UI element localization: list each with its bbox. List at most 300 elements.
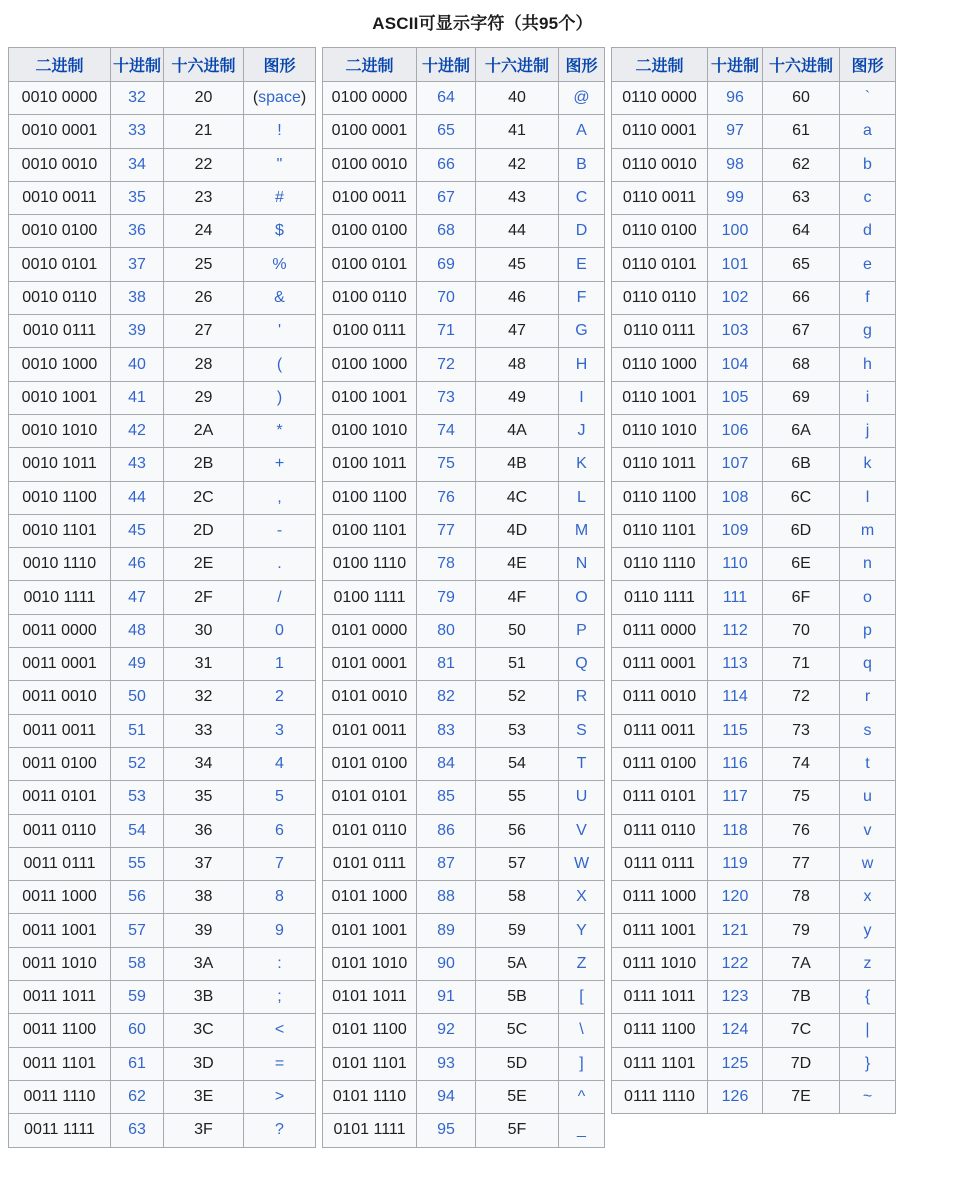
decimal-link[interactable]: 73 [437, 388, 455, 406]
glyph-link[interactable]: O [575, 588, 588, 606]
column-header-hex-link[interactable]: 十六进制 [171, 58, 236, 75]
decimal-link[interactable]: 65 [437, 122, 455, 140]
column-header-glyph-link[interactable]: 图形 [263, 58, 296, 75]
hex-cell: 5C [476, 1014, 559, 1047]
glyph-link[interactable]: X [576, 888, 587, 906]
decimal-link[interactable]: 48 [128, 621, 146, 639]
decimal-link[interactable]: 51 [128, 721, 146, 739]
hex-cell: 42 [476, 148, 559, 181]
glyph-link[interactable]: @ [573, 89, 590, 107]
decimal-cell [111, 381, 164, 414]
decimal-link[interactable]: 96 [726, 89, 744, 107]
decimal-link[interactable]: 97 [726, 122, 744, 140]
decimal-link[interactable]: 52 [128, 755, 146, 773]
glyph-link[interactable]: Z [576, 954, 587, 972]
glyph-link[interactable]: { [864, 988, 871, 1006]
table-row [612, 514, 896, 547]
glyph-link[interactable]: ~ [862, 1088, 873, 1106]
glyph-link[interactable]: # [275, 189, 284, 207]
decimal-link[interactable]: 103 [721, 322, 749, 340]
decimal-cell [111, 981, 164, 1014]
decimal-link[interactable]: 66 [437, 155, 455, 173]
glyph-link[interactable]: 7 [275, 854, 284, 872]
glyph-link[interactable]: : [277, 954, 282, 972]
column-header-binary-link[interactable]: 二进制 [635, 58, 684, 75]
glyph-link[interactable]: j [865, 422, 870, 440]
glyph-link[interactable]: \ [579, 1021, 584, 1039]
glyph-link[interactable]: a [863, 122, 872, 140]
glyph-link[interactable]: r [864, 688, 871, 706]
glyph-link[interactable]: % [272, 255, 287, 273]
glyph-link[interactable]: D [575, 222, 588, 240]
decimal-cell [111, 681, 164, 714]
glyph-link[interactable]: 8 [275, 888, 284, 906]
decimal-link[interactable]: 91 [437, 988, 455, 1006]
decimal-link[interactable]: 71 [437, 322, 455, 340]
decimal-link[interactable]: 111 [722, 588, 748, 606]
decimal-link[interactable]: 112 [722, 621, 748, 639]
glyph-link[interactable]: b [863, 155, 872, 173]
decimal-link[interactable]: 106 [721, 422, 749, 440]
binary-cell: 0100 0110 [323, 281, 417, 314]
glyph-link[interactable]: ^ [577, 1088, 586, 1106]
decimal-cell [417, 548, 476, 581]
decimal-link[interactable]: 113 [722, 655, 748, 673]
decimal-cell [111, 1080, 164, 1113]
glyph-link[interactable]: l [865, 488, 870, 506]
decimal-link[interactable]: 82 [437, 688, 455, 706]
decimal-link[interactable]: 47 [128, 588, 146, 606]
hex-cell: 4E [476, 548, 559, 581]
hex-cell: 43 [476, 181, 559, 214]
glyph-link[interactable]: } [864, 1054, 871, 1072]
decimal-link[interactable]: 126 [721, 1088, 749, 1106]
glyph-link[interactable]: p [863, 621, 872, 639]
glyph-link[interactable]: C [575, 189, 588, 207]
glyph-link[interactable]: J [577, 422, 586, 440]
glyph-link[interactable]: i [865, 388, 870, 406]
decimal-link[interactable]: 44 [128, 488, 146, 506]
decimal-link[interactable]: 68 [437, 222, 455, 240]
decimal-link[interactable]: 105 [721, 388, 749, 406]
glyph-cell [559, 981, 605, 1014]
glyph-link[interactable]: 2 [275, 688, 284, 706]
decimal-cell [708, 315, 763, 348]
glyph-link[interactable]: . [277, 555, 282, 573]
decimal-cell [708, 148, 763, 181]
table-row [9, 747, 316, 780]
decimal-link[interactable]: 108 [721, 488, 749, 506]
glyph-link[interactable]: Y [576, 921, 587, 939]
glyph-link[interactable]: k [863, 455, 872, 473]
table-row [9, 381, 316, 414]
decimal-link[interactable]: 89 [437, 921, 455, 939]
decimal-link[interactable]: 33 [128, 122, 146, 140]
decimal-link[interactable]: 125 [721, 1054, 749, 1072]
decimal-link[interactable]: 42 [128, 422, 146, 440]
glyph-cell [244, 115, 316, 148]
binary-cell: 0010 1001 [9, 381, 111, 414]
decimal-link[interactable]: 78 [437, 555, 455, 573]
decimal-link[interactable]: 72 [437, 355, 455, 373]
glyph-link[interactable]: g [863, 322, 872, 340]
decimal-link[interactable]: 62 [128, 1088, 146, 1106]
glyph-link[interactable]: & [274, 288, 285, 306]
glyph-link[interactable]: 3 [275, 721, 284, 739]
decimal-link[interactable]: 37 [128, 255, 146, 273]
hex-cell: 61 [763, 115, 840, 148]
decimal-link[interactable]: 123 [721, 988, 749, 1006]
decimal-link[interactable]: 59 [128, 988, 146, 1006]
glyph-link[interactable]: ] [579, 1054, 584, 1072]
glyph-link[interactable]: c [863, 189, 872, 207]
glyph-cell [244, 648, 316, 681]
decimal-link[interactable]: 100 [721, 222, 749, 240]
glyph-link[interactable]: w [861, 854, 874, 872]
decimal-link[interactable]: 69 [437, 255, 455, 273]
column-header-decimal-link[interactable]: 十进制 [112, 58, 161, 75]
glyph-link[interactable]: ? [275, 1121, 284, 1139]
decimal-link[interactable]: 80 [437, 621, 455, 639]
decimal-cell [708, 548, 763, 581]
hex-cell: 38 [164, 881, 244, 914]
glyph-link[interactable]: / [277, 588, 282, 606]
decimal-link[interactable]: 122 [721, 954, 749, 972]
decimal-link[interactable]: 49 [128, 655, 146, 673]
glyph-link[interactable]: W [573, 854, 590, 872]
decimal-link[interactable]: 119 [722, 854, 748, 872]
table-row [9, 581, 316, 614]
glyph-link[interactable]: N [575, 555, 588, 573]
glyph-link[interactable]: n [863, 555, 872, 573]
glyph-link[interactable]: 1 [275, 655, 284, 673]
glyph-link[interactable]: f [865, 288, 870, 306]
table-row [323, 847, 605, 880]
decimal-cell [417, 215, 476, 248]
glyph-link[interactable]: " [276, 155, 283, 173]
column-header-glyph-link[interactable]: 图形 [851, 58, 884, 75]
glyph-link[interactable]: q [863, 655, 872, 673]
glyph-link[interactable]: Q [575, 655, 588, 673]
glyph-link[interactable]: I [579, 388, 584, 406]
decimal-link[interactable]: 39 [128, 322, 146, 340]
hex-cell: 34 [164, 747, 244, 780]
decimal-cell [417, 581, 476, 614]
decimal-cell [708, 514, 763, 547]
hex-cell: 77 [763, 847, 840, 880]
glyph-link[interactable]: U [575, 788, 588, 806]
glyph-link[interactable]: ' [277, 322, 282, 340]
column-header-binary-link[interactable]: 二进制 [35, 58, 84, 75]
paren-close-text: ) [300, 89, 307, 107]
glyph-cell [559, 414, 605, 447]
glyph-cell [559, 215, 605, 248]
column-header-glyph-link[interactable]: 图形 [565, 58, 598, 75]
column-header-binary-link[interactable]: 二进制 [345, 58, 394, 75]
glyph-link[interactable]: d [863, 222, 872, 240]
decimal-link[interactable]: 102 [721, 288, 749, 306]
decimal-cell [708, 947, 763, 980]
glyph-link[interactable]: ` [864, 89, 871, 107]
decimal-cell [111, 814, 164, 847]
decimal-link[interactable]: 121 [721, 921, 749, 939]
table-row [612, 381, 896, 414]
decimal-link[interactable]: 50 [128, 688, 146, 706]
decimal-link[interactable]: 118 [722, 821, 748, 839]
decimal-link[interactable]: 107 [721, 455, 749, 473]
glyph-cell [840, 914, 896, 947]
glyph-link[interactable]: B [576, 155, 587, 173]
glyph-cell [244, 947, 316, 980]
glyph-link[interactable]: , [277, 488, 282, 506]
glyph-cell [840, 981, 896, 1014]
glyph-link[interactable]: S [576, 721, 587, 739]
decimal-link[interactable]: 45 [128, 522, 146, 539]
glyph-link[interactable]: < [274, 1021, 285, 1039]
table-row [612, 481, 896, 514]
decimal-link[interactable]: 60 [128, 1021, 146, 1039]
glyph-cell [244, 315, 316, 348]
glyph-link[interactable]: e [863, 255, 872, 273]
decimal-cell [111, 714, 164, 747]
decimal-cell [708, 348, 763, 381]
glyph-link[interactable]: t [865, 755, 870, 773]
decimal-link[interactable]: 92 [437, 1021, 455, 1039]
glyph-link[interactable]: $ [275, 222, 284, 240]
table-row [323, 947, 605, 980]
decimal-link[interactable]: 83 [437, 721, 455, 739]
table-row [323, 414, 605, 447]
decimal-cell [417, 1080, 476, 1113]
decimal-link[interactable]: 114 [722, 688, 748, 706]
decimal-link[interactable]: 88 [437, 888, 455, 906]
binary-cell: 0111 1001 [612, 914, 708, 947]
glyph-link[interactable]: V [576, 821, 587, 839]
decimal-link[interactable]: 117 [722, 788, 748, 806]
ascii-table-64-95 [322, 47, 605, 1148]
decimal-link[interactable]: 79 [437, 588, 455, 606]
glyph-cell [559, 648, 605, 681]
table-row [323, 881, 605, 914]
binary-cell: 0101 1010 [323, 947, 417, 980]
glyph-link[interactable]: [ [579, 988, 584, 1006]
decimal-cell [417, 514, 476, 547]
binary-cell: 0110 1001 [612, 381, 708, 414]
binary-cell: 0100 1010 [323, 414, 417, 447]
decimal-link[interactable]: 77 [437, 522, 455, 539]
glyph-link[interactable]: o [863, 588, 872, 606]
decimal-link[interactable]: 63 [128, 1121, 146, 1139]
decimal-link[interactable]: 38 [128, 288, 146, 306]
glyph-link[interactable]: space [258, 89, 301, 107]
binary-cell: 0101 1000 [323, 881, 417, 914]
decimal-link[interactable]: 74 [437, 422, 455, 440]
glyph-cell [559, 181, 605, 214]
glyph-cell [840, 847, 896, 880]
glyph-link[interactable]: K [576, 455, 587, 473]
glyph-link[interactable]: 9 [275, 921, 284, 939]
glyph-link[interactable]: ( [276, 355, 283, 373]
glyph-link[interactable]: 4 [275, 755, 284, 773]
binary-cell: 0011 0000 [9, 614, 111, 647]
table-row [323, 381, 605, 414]
glyph-link[interactable]: y [863, 921, 872, 939]
decimal-link[interactable]: 76 [437, 488, 455, 506]
glyph-link[interactable]: ; [277, 988, 282, 1006]
decimal-link[interactable]: 54 [128, 821, 146, 839]
table-row [9, 847, 316, 880]
glyph-link[interactable]: F [576, 288, 587, 306]
decimal-link[interactable]: 99 [726, 189, 744, 207]
hex-cell: 46 [476, 281, 559, 314]
glyph-link[interactable]: = [274, 1054, 285, 1072]
table-row [612, 448, 896, 481]
table-row [323, 914, 605, 947]
glyph-cell [559, 1014, 605, 1047]
binary-cell: 0110 1111 [612, 581, 708, 614]
decimal-link[interactable]: 90 [437, 954, 455, 972]
decimal-link[interactable]: 70 [437, 288, 455, 306]
column-header-decimal-link[interactable]: 十进制 [421, 58, 470, 75]
decimal-link[interactable]: 41 [128, 388, 146, 406]
decimal-cell [708, 281, 763, 314]
decimal-link[interactable]: 40 [128, 355, 146, 373]
glyph-link[interactable]: 0 [275, 621, 284, 639]
column-header-decimal-link[interactable]: 十进制 [710, 58, 759, 75]
decimal-link[interactable]: 57 [128, 921, 146, 939]
glyph-cell [244, 548, 316, 581]
hex-cell: 75 [763, 781, 840, 814]
glyph-link[interactable]: G [575, 322, 588, 340]
decimal-link[interactable]: 36 [128, 222, 146, 240]
decimal-link[interactable]: 110 [722, 555, 748, 573]
decimal-link[interactable]: 64 [437, 89, 455, 107]
decimal-link[interactable]: 34 [128, 155, 146, 173]
glyph-link[interactable]: * [276, 422, 283, 440]
decimal-link[interactable]: 116 [722, 755, 748, 773]
decimal-link[interactable]: 35 [128, 189, 146, 207]
decimal-link[interactable]: 58 [128, 954, 146, 972]
table-row [612, 614, 896, 647]
hex-cell: 79 [763, 914, 840, 947]
decimal-cell [417, 448, 476, 481]
decimal-cell [708, 648, 763, 681]
decimal-link[interactable]: 84 [437, 755, 455, 773]
glyph-link[interactable]: E [576, 255, 587, 273]
glyph-link[interactable]: | [865, 1021, 870, 1039]
glyph-link[interactable]: 5 [275, 788, 284, 806]
glyph-link[interactable]: - [276, 522, 283, 539]
decimal-link[interactable]: 32 [128, 89, 146, 107]
glyph-link[interactable]: z [863, 954, 872, 972]
decimal-link[interactable]: 85 [437, 788, 455, 806]
glyph-link[interactable]: ) [276, 388, 283, 406]
decimal-link[interactable]: 109 [721, 522, 749, 539]
glyph-link[interactable]: > [274, 1088, 285, 1106]
decimal-link[interactable]: 95 [437, 1121, 455, 1139]
glyph-link[interactable]: T [576, 755, 587, 773]
glyph-link[interactable]: h [863, 355, 872, 373]
glyph-link[interactable]: P [576, 621, 587, 639]
decimal-link[interactable]: 98 [726, 155, 744, 173]
glyph-link[interactable]: 6 [275, 821, 284, 839]
glyph-link[interactable]: R [575, 688, 588, 706]
decimal-link[interactable]: 61 [128, 1054, 146, 1072]
binary-cell: 0010 1010 [9, 414, 111, 447]
decimal-cell [111, 1114, 164, 1147]
glyph-link[interactable]: + [274, 455, 285, 473]
glyph-link[interactable]: M [574, 522, 589, 539]
binary-cell: 0100 1011 [323, 448, 417, 481]
glyph-cell [244, 481, 316, 514]
glyph-link[interactable]: H [575, 355, 588, 373]
glyph-cell [559, 814, 605, 847]
decimal-link[interactable]: 53 [128, 788, 146, 806]
decimal-link[interactable]: 46 [128, 555, 146, 573]
decimal-link[interactable]: 43 [128, 455, 146, 473]
hex-cell: 57 [476, 847, 559, 880]
glyph-link[interactable]: ! [277, 122, 282, 140]
decimal-cell [708, 215, 763, 248]
glyph-link[interactable]: s [863, 721, 872, 739]
decimal-link[interactable]: 75 [437, 455, 455, 473]
decimal-cell [111, 648, 164, 681]
decimal-link[interactable]: 115 [722, 721, 748, 739]
decimal-link[interactable]: 55 [128, 854, 146, 872]
decimal-link[interactable]: 124 [721, 1021, 749, 1039]
decimal-link[interactable]: 94 [437, 1088, 455, 1106]
glyph-link[interactable]: x [863, 888, 872, 906]
decimal-link[interactable]: 93 [437, 1054, 455, 1072]
column-header-hex-link[interactable]: 十六进制 [768, 58, 833, 75]
glyph-link[interactable]: m [860, 522, 875, 539]
decimal-link[interactable]: 56 [128, 888, 146, 906]
table-row [612, 82, 896, 115]
binary-cell: 0100 0111 [323, 315, 417, 348]
glyph-cell [559, 315, 605, 348]
column-header-hex-link[interactable]: 十六进制 [484, 58, 549, 75]
binary-cell: 0100 1100 [323, 481, 417, 514]
decimal-cell [708, 714, 763, 747]
hex-cell: 5A [476, 947, 559, 980]
decimal-link[interactable]: 81 [437, 655, 455, 673]
decimal-link[interactable]: 101 [721, 255, 749, 273]
binary-cell: 0110 1110 [612, 548, 708, 581]
binary-cell: 0011 1010 [9, 947, 111, 980]
decimal-link[interactable]: 87 [437, 854, 455, 872]
glyph-cell [559, 914, 605, 947]
column-header-glyph [840, 48, 896, 82]
column-header-decimal [708, 48, 763, 82]
binary-cell: 0110 0111 [612, 315, 708, 348]
decimal-link[interactable]: 120 [721, 888, 749, 906]
table-row [323, 1014, 605, 1047]
glyph-link[interactable]: _ [577, 1121, 586, 1139]
glyph-link[interactable]: v [863, 821, 872, 839]
decimal-link[interactable]: 67 [437, 189, 455, 207]
glyph-cell [559, 115, 605, 148]
binary-cell: 0010 0111 [9, 315, 111, 348]
table-row [323, 681, 605, 714]
glyph-cell [840, 148, 896, 181]
decimal-link[interactable]: 104 [721, 355, 749, 373]
glyph-link[interactable]: A [576, 122, 587, 140]
decimal-link[interactable]: 86 [437, 821, 455, 839]
glyph-link[interactable]: u [863, 788, 872, 806]
column-header-decimal [111, 48, 164, 82]
hex-cell: 20 [164, 82, 244, 115]
glyph-link[interactable]: L [577, 488, 586, 506]
